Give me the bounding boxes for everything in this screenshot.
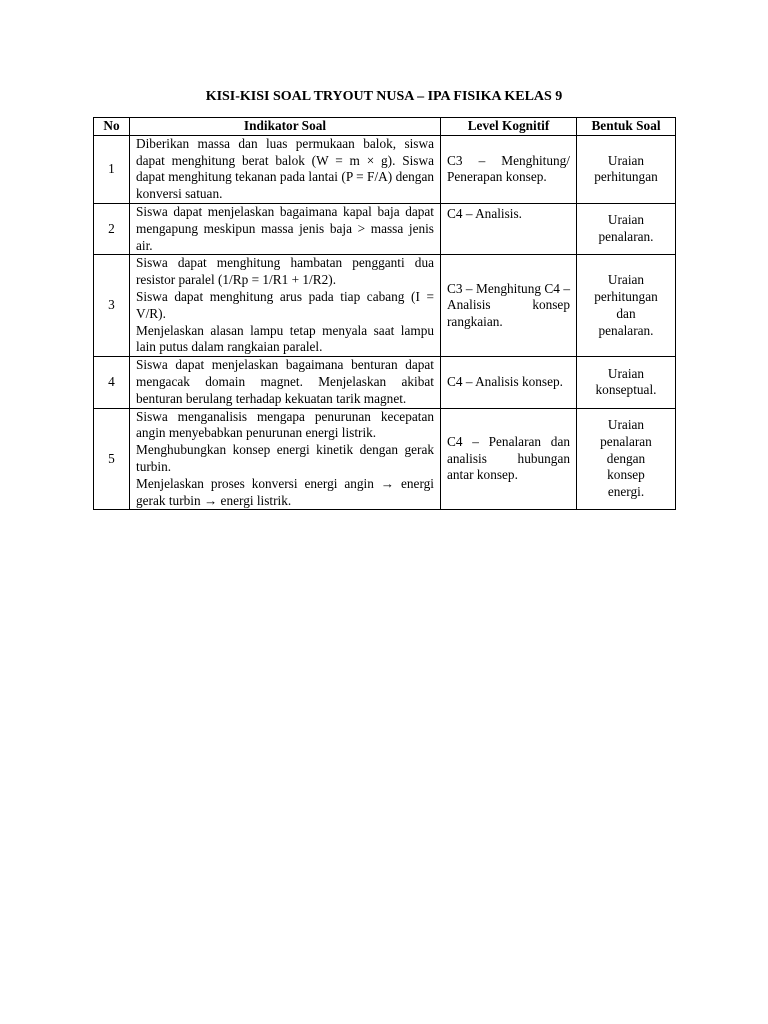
document-title: KISI-KISI SOAL TRYOUT NUSA – IPA FISIKA KELAS 9 xyxy=(205,89,563,104)
level-cell: C4 – Analisis konsep. xyxy=(441,357,577,408)
indikator-text: Menghubungkan konsep energi kinetik dengan gerak turbin. xyxy=(136,442,434,474)
indikator-cell xyxy=(130,408,441,510)
row-number: 4 xyxy=(94,357,130,408)
bentuk-cell xyxy=(577,203,676,254)
indikator-cell xyxy=(130,135,441,203)
bentuk-cell xyxy=(577,357,676,408)
header-bentuk: Bentuk Soal xyxy=(577,118,676,136)
row-number: 2 xyxy=(94,203,130,254)
bentuk-cell xyxy=(577,408,676,510)
table-row xyxy=(94,408,676,510)
row-number: 3 xyxy=(94,255,130,357)
bentuk-line: energi. xyxy=(607,484,645,500)
table-row xyxy=(94,357,676,408)
row-number: 1 xyxy=(94,135,130,203)
bentuk-line: konseptual. xyxy=(595,382,657,398)
bentuk-line: penalaran xyxy=(600,433,652,449)
indikator-cell xyxy=(130,255,441,357)
indikator-text: Menjelaskan alasan lampu tetap menyala saat lampu lain putus dalam rangkaian paralel. xyxy=(136,322,434,355)
indikator-text: Siswa dapat menjelaskan bagaimana benturan dapat mengacak domain magnet. Menjelaskan akibat benturan berulang terhadap kekuatan tarik magnet. xyxy=(136,357,434,406)
indikator-text: Diberikan massa dan luas permukaan balok, siswa dapat menghitung berat balok (W = m × g). Siswa dapat menghitung tekanan pada lantai (P = F/A) dengan konversi satuan. xyxy=(136,135,434,202)
bentuk-line: dan xyxy=(616,305,636,321)
table-row xyxy=(94,203,676,254)
indikator-cell xyxy=(130,203,441,254)
row-number: 5 xyxy=(94,408,130,510)
indikator-text: Siswa dapat menghitung arus pada tiap cabang (I = V/R). xyxy=(136,288,434,321)
bentuk-line: Uraian xyxy=(607,416,645,432)
header-no: No xyxy=(94,118,130,136)
header-level: Level Kognitif xyxy=(441,118,577,136)
indikator-text: Siswa dapat menghitung hambatan pengganti dua resistor paralel (1/Rp = 1/R1 + 1/R2). xyxy=(136,255,434,288)
bentuk-line: perhitungan xyxy=(594,169,658,185)
bentuk-line: Uraian xyxy=(607,272,645,288)
indikator-text: Menjelaskan proses konversi energi angin → energi gerak turbin → energi listrik. xyxy=(136,475,434,508)
bentuk-line: Uraian xyxy=(607,152,645,168)
table-header-row xyxy=(94,118,676,136)
indikator-text: Siswa dapat menjelaskan bagaimana kapal baja dapat mengapung meskipun massa jenis baja > massa jenis air. xyxy=(136,203,434,253)
level-cell: C4 – Analisis. xyxy=(441,203,577,254)
table-row xyxy=(94,255,676,357)
bentuk-line: dengan xyxy=(606,450,646,466)
bentuk-line: Uraian xyxy=(607,365,645,381)
level-cell: C3 – Menghitung C4 – Analisis konsep rangkaian. xyxy=(441,255,577,357)
header-indikator: Indikator Soal xyxy=(130,118,441,136)
bentuk-line: perhitungan xyxy=(594,288,658,304)
table-row xyxy=(94,135,676,203)
bentuk-cell xyxy=(577,135,676,203)
bentuk-line: penalaran. xyxy=(598,322,654,338)
level-cell: C3 – Menghitung/ Penerapan konsep. xyxy=(441,135,577,203)
indikator-cell xyxy=(130,357,441,408)
indikator-text: Siswa menganalisis mengapa penurunan kecepatan angin menyebabkan penurunan energi listrik. xyxy=(136,408,434,441)
bentuk-cell xyxy=(577,255,676,357)
level-cell: C4 – Penalaran dan analisis hubungan antar konsep. xyxy=(441,408,577,510)
bentuk-line: Uraian xyxy=(607,212,645,228)
bentuk-line: konsep xyxy=(607,467,645,483)
kisi-kisi-table xyxy=(93,117,676,510)
bentuk-line: penalaran. xyxy=(598,229,654,245)
